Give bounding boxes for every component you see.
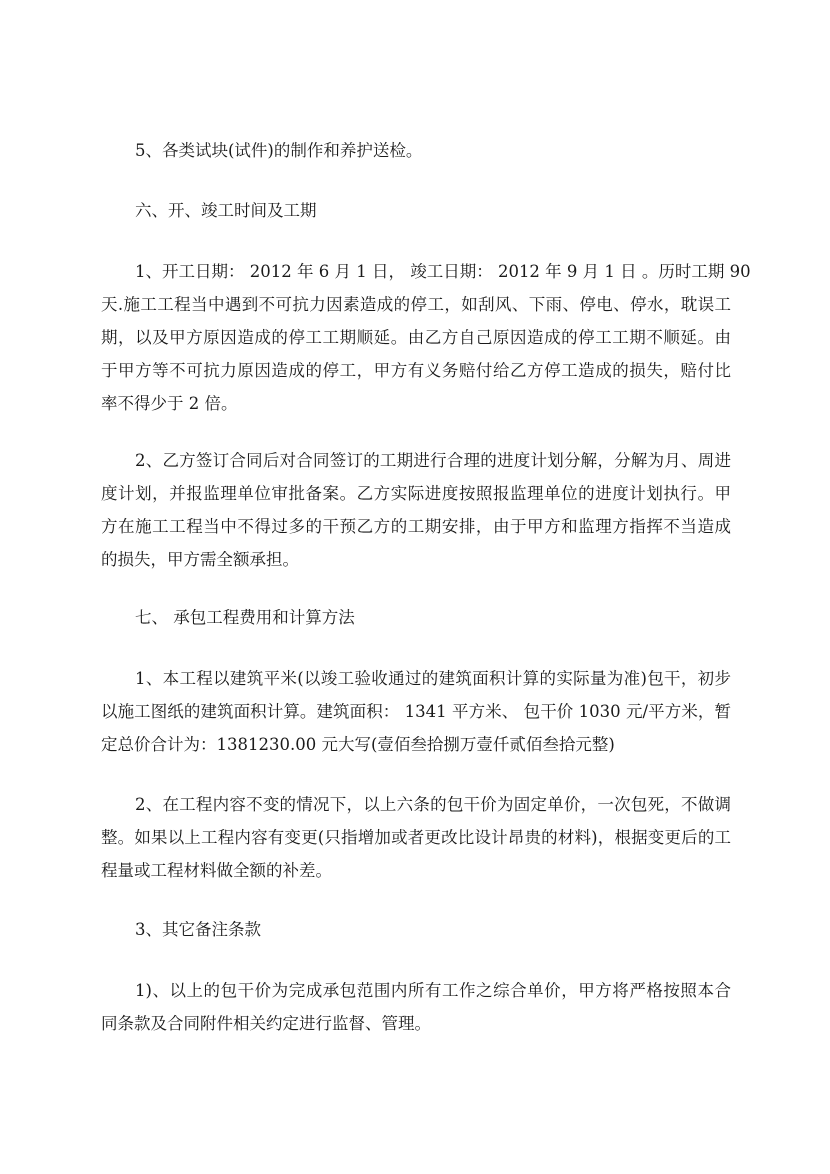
text-line: 2、在工程内容不变的情况下，以上六条的包干价为固定单价，一次包死，不做调 xyxy=(135,795,731,814)
text-line: 2、乙方签订合同后对合同签订的工期进行合理的进度计划分解，分解为月、周进 xyxy=(135,451,731,470)
text-line: 期，以及甲方原因造成的停工工期顺延。由乙方自己原因造成的停工工期不顺延。由 xyxy=(101,328,731,347)
paragraph xyxy=(101,974,731,1040)
text-line: 1)、以上的包干价为完成承包范围内所有工作之综合单价，甲方将严格按照本合 xyxy=(135,981,731,1000)
section-heading xyxy=(101,913,731,946)
paragraph xyxy=(101,444,731,576)
text-line: 1、本工程以建筑平米(以竣工验收通过的建筑面积计算的实际量为准)包干，初步 xyxy=(135,669,731,688)
text-line: 定总价合计为：1381230.00 元大写(壹佰叁拾捌万壹仟贰佰叁拾元整) xyxy=(101,735,615,754)
text-line: 5、各类试块(试件)的制作和养护送检。 xyxy=(135,141,423,160)
paragraph xyxy=(101,255,751,420)
text-line: 的损失，甲方需全额承担。 xyxy=(101,550,299,569)
text-line: 程量或工程材料做全额的补差。 xyxy=(101,861,332,880)
paragraph xyxy=(101,662,731,761)
text-line: 天.施工工程当中遇到不可抗力因素造成的停工，如刮风、下雨、停电、停水，耽误工 xyxy=(101,295,731,314)
text-line: 3、其它备注条款 xyxy=(135,920,261,939)
text-line: 七、 承包工程费用和计算方法 xyxy=(135,608,355,627)
section-heading xyxy=(101,601,731,634)
text-line: 同条款及合同附件相关约定进行监督、管理。 xyxy=(101,1014,431,1033)
text-line: 度计划，并报监理单位审批备案。乙方实际进度按照报监理单位的进度计划执行。甲 xyxy=(101,484,731,503)
text-line: 于甲方等不可抗力原因造成的停工，甲方有义务赔付给乙方停工造成的损失，赔付比 xyxy=(101,361,731,380)
paragraph xyxy=(101,788,731,887)
text-line: 1、开工日期： 2012 年 6 月 1 日， 竣工日期： 2012 年 9 月 1 日 。历时工期 90 xyxy=(135,262,751,281)
section-heading xyxy=(101,194,731,227)
text-line: 率不得少于 2 倍。 xyxy=(101,394,238,413)
text-line: 六、开、竣工时间及工期 xyxy=(135,201,317,220)
text-line: 以施工图纸的建筑面积计算。建筑面积： 1341 平方米、 包干价 1030 元/平方米，暂 xyxy=(101,702,731,721)
paragraph xyxy=(101,134,731,167)
text-line: 整。如果以上工程内容有变更(只指增加或者更改比设计昂贵的材料)，根据变更后的工 xyxy=(101,828,731,847)
text-line: 方在施工工程当中不得过多的干预乙方的工期安排，由于甲方和监理方指挥不当造成 xyxy=(101,517,731,536)
